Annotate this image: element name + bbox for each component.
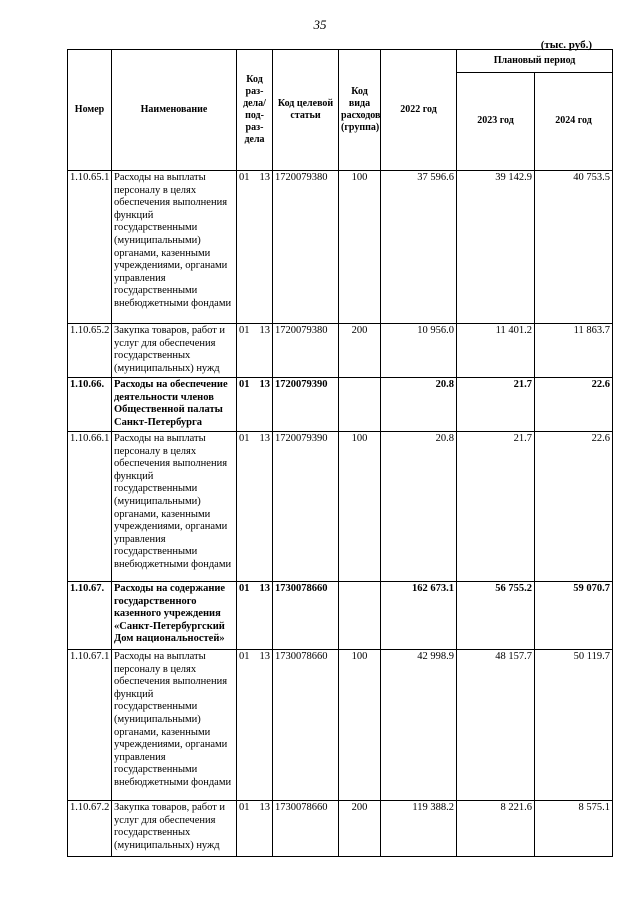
row-expense-type: 200: [339, 324, 381, 378]
table-row: [68, 324, 613, 378]
row-target: 1730078660: [273, 582, 339, 650]
row-2022: 20.8: [381, 378, 457, 432]
row-number: 1.10.65.1: [68, 171, 112, 324]
row-subsection: 13: [253, 171, 273, 324]
header-planned-period: Плановый период: [457, 50, 613, 73]
row-2023: 39 142.9: [457, 171, 535, 324]
row-section: 01: [237, 432, 253, 582]
row-name: Закупка товаров, работ и услуг для обеспечения государственных (муниципальных) нужд: [112, 324, 237, 378]
row-2024: 59 070.7: [535, 582, 613, 650]
header-expense-type: Код вида расходов (группа): [339, 50, 381, 171]
row-2022: 10 956.0: [381, 324, 457, 378]
row-expense-type: 200: [339, 801, 381, 857]
row-section: 01: [237, 171, 253, 324]
row-name: Расходы на содержание государственного казенного учреждения «Санкт-Петербургский Дом национальностей»: [112, 582, 237, 650]
row-name: Расходы на выплаты персоналу в целях обеспечения выполнения функций государственными (муниципальными) органами, казенными учреждениями, органами управления государственными внебюджетными фондами: [112, 432, 237, 582]
row-number: 1.10.65.2: [68, 324, 112, 378]
row-2023: 11 401.2: [457, 324, 535, 378]
row-target: 1720079390: [273, 432, 339, 582]
page-number: 35: [313, 17, 327, 32]
row-name: Расходы на обеспечение деятельности членов Общественной палаты Санкт-Петербурга: [112, 378, 237, 432]
row-2023: 21.7: [457, 378, 535, 432]
header-name: Наименование: [112, 50, 237, 171]
row-expense-type: [339, 582, 381, 650]
table-row: [68, 378, 613, 432]
table-row: [68, 650, 613, 801]
header-target: Код целевой статьи: [273, 50, 339, 171]
header-section: Код раз-дела/ под-раз-дела: [237, 50, 273, 171]
row-expense-type: 100: [339, 432, 381, 582]
row-expense-type: 100: [339, 650, 381, 801]
row-subsection: 13: [253, 324, 273, 378]
row-number: 1.10.67.: [68, 582, 112, 650]
row-number: 1.10.66.: [68, 378, 112, 432]
row-expense-type: [339, 378, 381, 432]
row-2024: 50 119.7: [535, 650, 613, 801]
header-2024: 2024 год: [535, 72, 613, 170]
row-section: 01: [237, 378, 253, 432]
row-section: 01: [237, 582, 253, 650]
row-target: 1720079380: [273, 324, 339, 378]
table-row: [68, 432, 613, 582]
row-name: Закупка товаров, работ и услуг для обеспечения государственных (муниципальных) нужд: [112, 801, 237, 857]
table-row: [68, 171, 613, 324]
row-2022: 37 596.6: [381, 171, 457, 324]
header-number: Номер: [68, 50, 112, 171]
row-number: 1.10.67.2: [68, 801, 112, 857]
row-number: 1.10.66.1: [68, 432, 112, 582]
row-target: 1730078660: [273, 650, 339, 801]
table-row: [68, 801, 613, 857]
row-subsection: 13: [253, 582, 273, 650]
row-2022: 119 388.2: [381, 801, 457, 857]
header-2022: 2022 год: [381, 50, 457, 171]
row-2024: 22.6: [535, 378, 613, 432]
row-subsection: 13: [253, 432, 273, 582]
row-section: 01: [237, 650, 253, 801]
row-name: Расходы на выплаты персоналу в целях обеспечения выполнения функций государственными (муниципальными) органами, казенными учреждениями, органами управления государственными внебюджетными фондами: [112, 650, 237, 801]
budget-table: [67, 49, 613, 857]
row-2022: 162 673.1: [381, 582, 457, 650]
row-target: 1730078660: [273, 801, 339, 857]
table-row: [68, 582, 613, 650]
row-2023: 8 221.6: [457, 801, 535, 857]
row-section: 01: [237, 801, 253, 857]
row-2024: 11 863.7: [535, 324, 613, 378]
row-section: 01: [237, 324, 253, 378]
row-target: 1720079380: [273, 171, 339, 324]
row-2024: 8 575.1: [535, 801, 613, 857]
row-2024: 22.6: [535, 432, 613, 582]
row-2022: 20.8: [381, 432, 457, 582]
row-number: 1.10.67.1: [68, 650, 112, 801]
row-name: Расходы на выплаты персоналу в целях обеспечения выполнения функций государственными (муниципальными) органами, казенными учреждениями, органами управления государственными внебюджетными фондами: [112, 171, 237, 324]
row-subsection: 13: [253, 801, 273, 857]
row-expense-type: 100: [339, 171, 381, 324]
row-subsection: 13: [253, 378, 273, 432]
row-2022: 42 998.9: [381, 650, 457, 801]
row-subsection: 13: [253, 650, 273, 801]
row-2023: 56 755.2: [457, 582, 535, 650]
header-2023: 2023 год: [457, 72, 535, 170]
row-target: 1720079390: [273, 378, 339, 432]
row-2024: 40 753.5: [535, 171, 613, 324]
row-2023: 21.7: [457, 432, 535, 582]
units-label: (тыс. руб.): [540, 39, 592, 51]
row-2023: 48 157.7: [457, 650, 535, 801]
